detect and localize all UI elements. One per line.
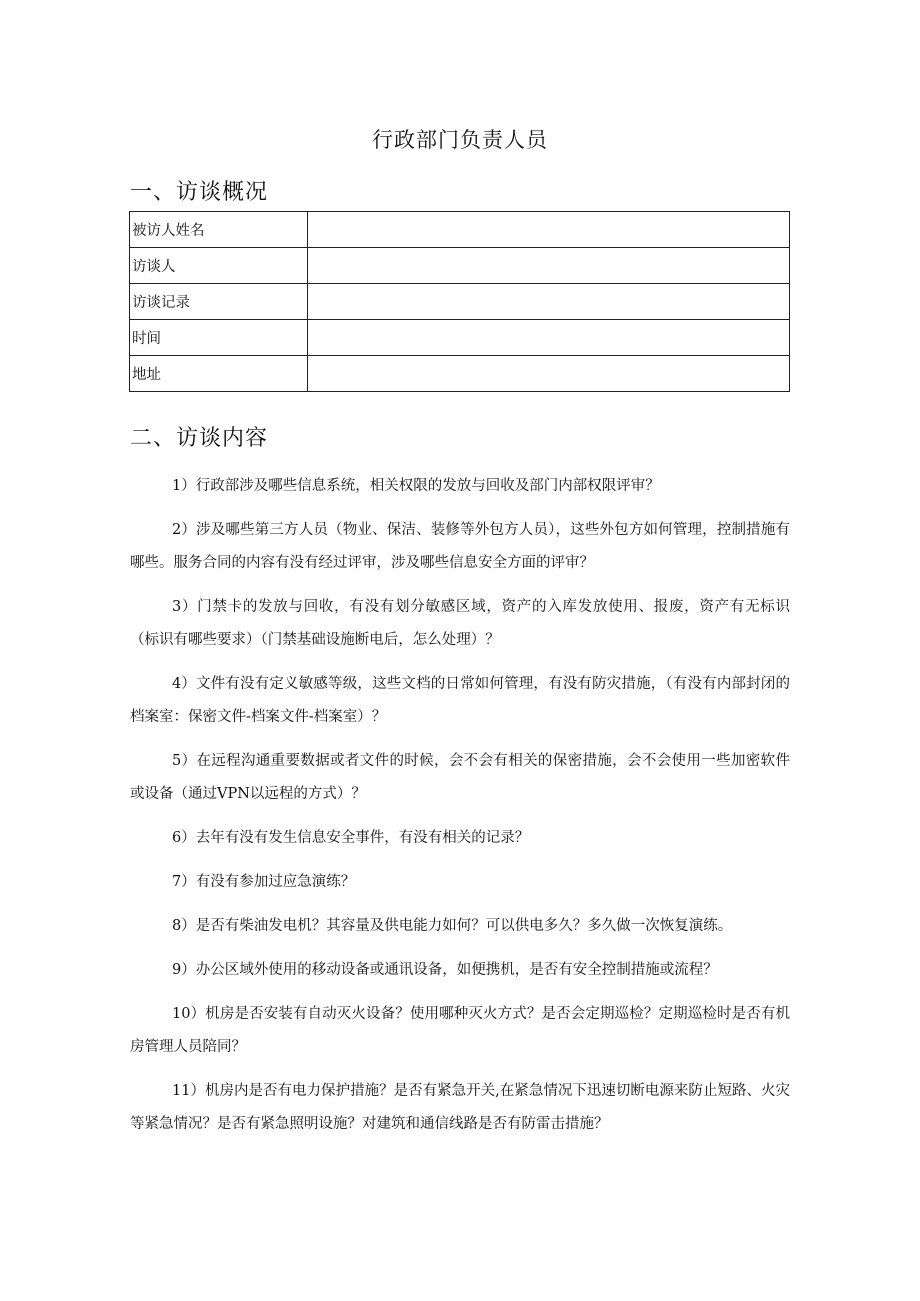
question-item: 10）机房是否安装有自动灭火设备？使用哪种灭火方式？是否会定期巡检？定期巡检时是否有机房管理人员陪同？: [130, 1006, 790, 1055]
table-row: [130, 356, 790, 392]
value-interview-record: [308, 284, 790, 320]
question-item: 1）行政部涉及哪些信息系统，相关权限的发放与回收及部门内部权限评审？: [172, 478, 660, 494]
document-title: 行政部门负责人员: [372, 128, 548, 152]
table-row: [130, 284, 790, 320]
question-item: 11）机房内是否有电力保护措施？是否有紧急开关,在紧急情况下迅速切断电源来防止短路、火灾等紧急情况？是否有紧急照明设施？对建筑和通信线路是否有防雷击措施？: [130, 1083, 790, 1132]
value-interviewer: [308, 248, 790, 284]
question-item: 8）是否有柴油发电机？其容量及供电能力如何？可以供电多久？多久做一次恢复演练。: [172, 918, 733, 934]
value-address: [308, 356, 790, 392]
label-interviewee-name: 被访人姓名: [130, 212, 308, 248]
question-item: 6）去年有没有发生信息安全事件，有没有相关的记录？: [172, 830, 530, 846]
question-item: 4）文件有没有定义敏感等级，这些文档的日常如何管理，有没有防灾措施，（有没有内部封闭的档案室：保密文件-档案文件-档案室）？: [130, 676, 790, 725]
label-time: 时间: [130, 320, 308, 356]
interview-overview-table: [129, 211, 790, 392]
table-row: [130, 248, 790, 284]
question-item: 9）办公区域外使用的移动设备或通讯设备，如便携机，是否有安全控制措施或流程？: [172, 962, 718, 978]
question-item: 5）在远程沟通重要数据或者文件的时候，会不会有相关的保密措施，会不会使用一些加密软件或设备（通过VPN以远程的方式）？: [130, 753, 790, 802]
section-heading-content: 二、访谈内容: [130, 426, 269, 451]
question-item: 7）有没有参加过应急演练？: [172, 874, 356, 890]
label-address: 地址: [130, 356, 308, 392]
question-item: 2）涉及哪些第三方人员（物业、保洁、装修等外包方人员），这些外包方如何管理，控制措施有哪些。服务合同的内容有没有经过评审，涉及哪些信息安全方面的评审？: [130, 522, 790, 571]
label-interview-record: 访谈记录: [130, 284, 308, 320]
label-interviewer: 访谈人: [130, 248, 308, 284]
question-list: [130, 470, 790, 1152]
section-heading-overview: 一、访谈概况: [130, 180, 269, 205]
table-row: [130, 320, 790, 356]
value-time: [308, 320, 790, 356]
table-row: [130, 212, 790, 248]
question-item: 3）门禁卡的发放与回收，有没有划分敏感区域，资产的入库发放使用、报废，资产有无标识（标识有哪些要求）（门禁基础设施断电后，怎么处理）？: [130, 599, 790, 648]
value-interviewee-name: [308, 212, 790, 248]
